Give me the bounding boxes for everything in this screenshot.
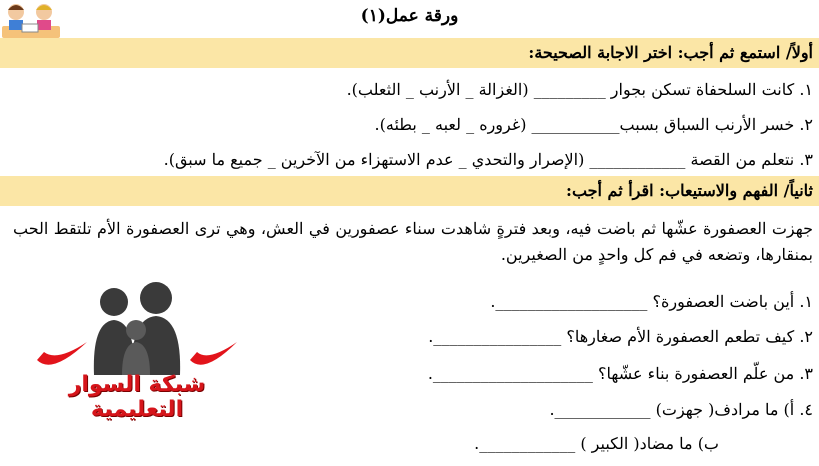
- logo: [32, 280, 242, 422]
- section2-header: ثانياً/ الفهم والاستيعاب: اقرأ ثم أجب:: [566, 181, 813, 200]
- question-3: ٣. من علّم العصفورة بناء عشّها؟ ____________________.: [427, 364, 813, 383]
- section1-header: أولاً/ استمع ثم أجب: اختر الاجابة الصحيحة:: [528, 43, 813, 62]
- section2-header-band: [0, 176, 819, 206]
- page-title: ورقة عمل(١): [360, 6, 459, 26]
- logo-text: شبكة السوار التعليمية: [68, 372, 206, 422]
- mcq-item-1: ١. كانت السلحفاة تسكن بجوار _________ (الغزالة _ الأرنب _ الثعلب).: [346, 80, 813, 99]
- question-4b: ب) ما مضاد( الكبير ) ____________.: [474, 434, 719, 453]
- mcq-item-2: ٢. خسر الأرنب السباق بسبب___________ (غروره _ لعبه _ بطئه).: [374, 115, 813, 134]
- question-2: ٢. كيف تطعم العصفورة الأم صغارها؟ ________________.: [428, 327, 813, 346]
- question-4a: ٤. أ) ما مرادف( جهزت) ____________.: [549, 400, 813, 419]
- family-logo-icon: [32, 280, 242, 380]
- reading-paragraph: جهزت العصفورة عشّها ثم باضت فيه، وبعد فترةٍ شاهدت سناء عصفورين في العش، وهي ترى العصفورة الأم تلتقط الحب بمنقارها، وتضعه في فم كل واحدٍ من الصغيرين.: [13, 219, 813, 264]
- question-1: ١. أين باضت العصفورة؟ ___________________.: [490, 292, 813, 311]
- section1-header-band: [0, 38, 819, 68]
- mcq-item-3: ٣. نتعلم من القصة ____________ (الإصرار والتحدي _ عدم الاستهزاء من الآخرين _ جميع ما سبق).: [163, 150, 813, 169]
